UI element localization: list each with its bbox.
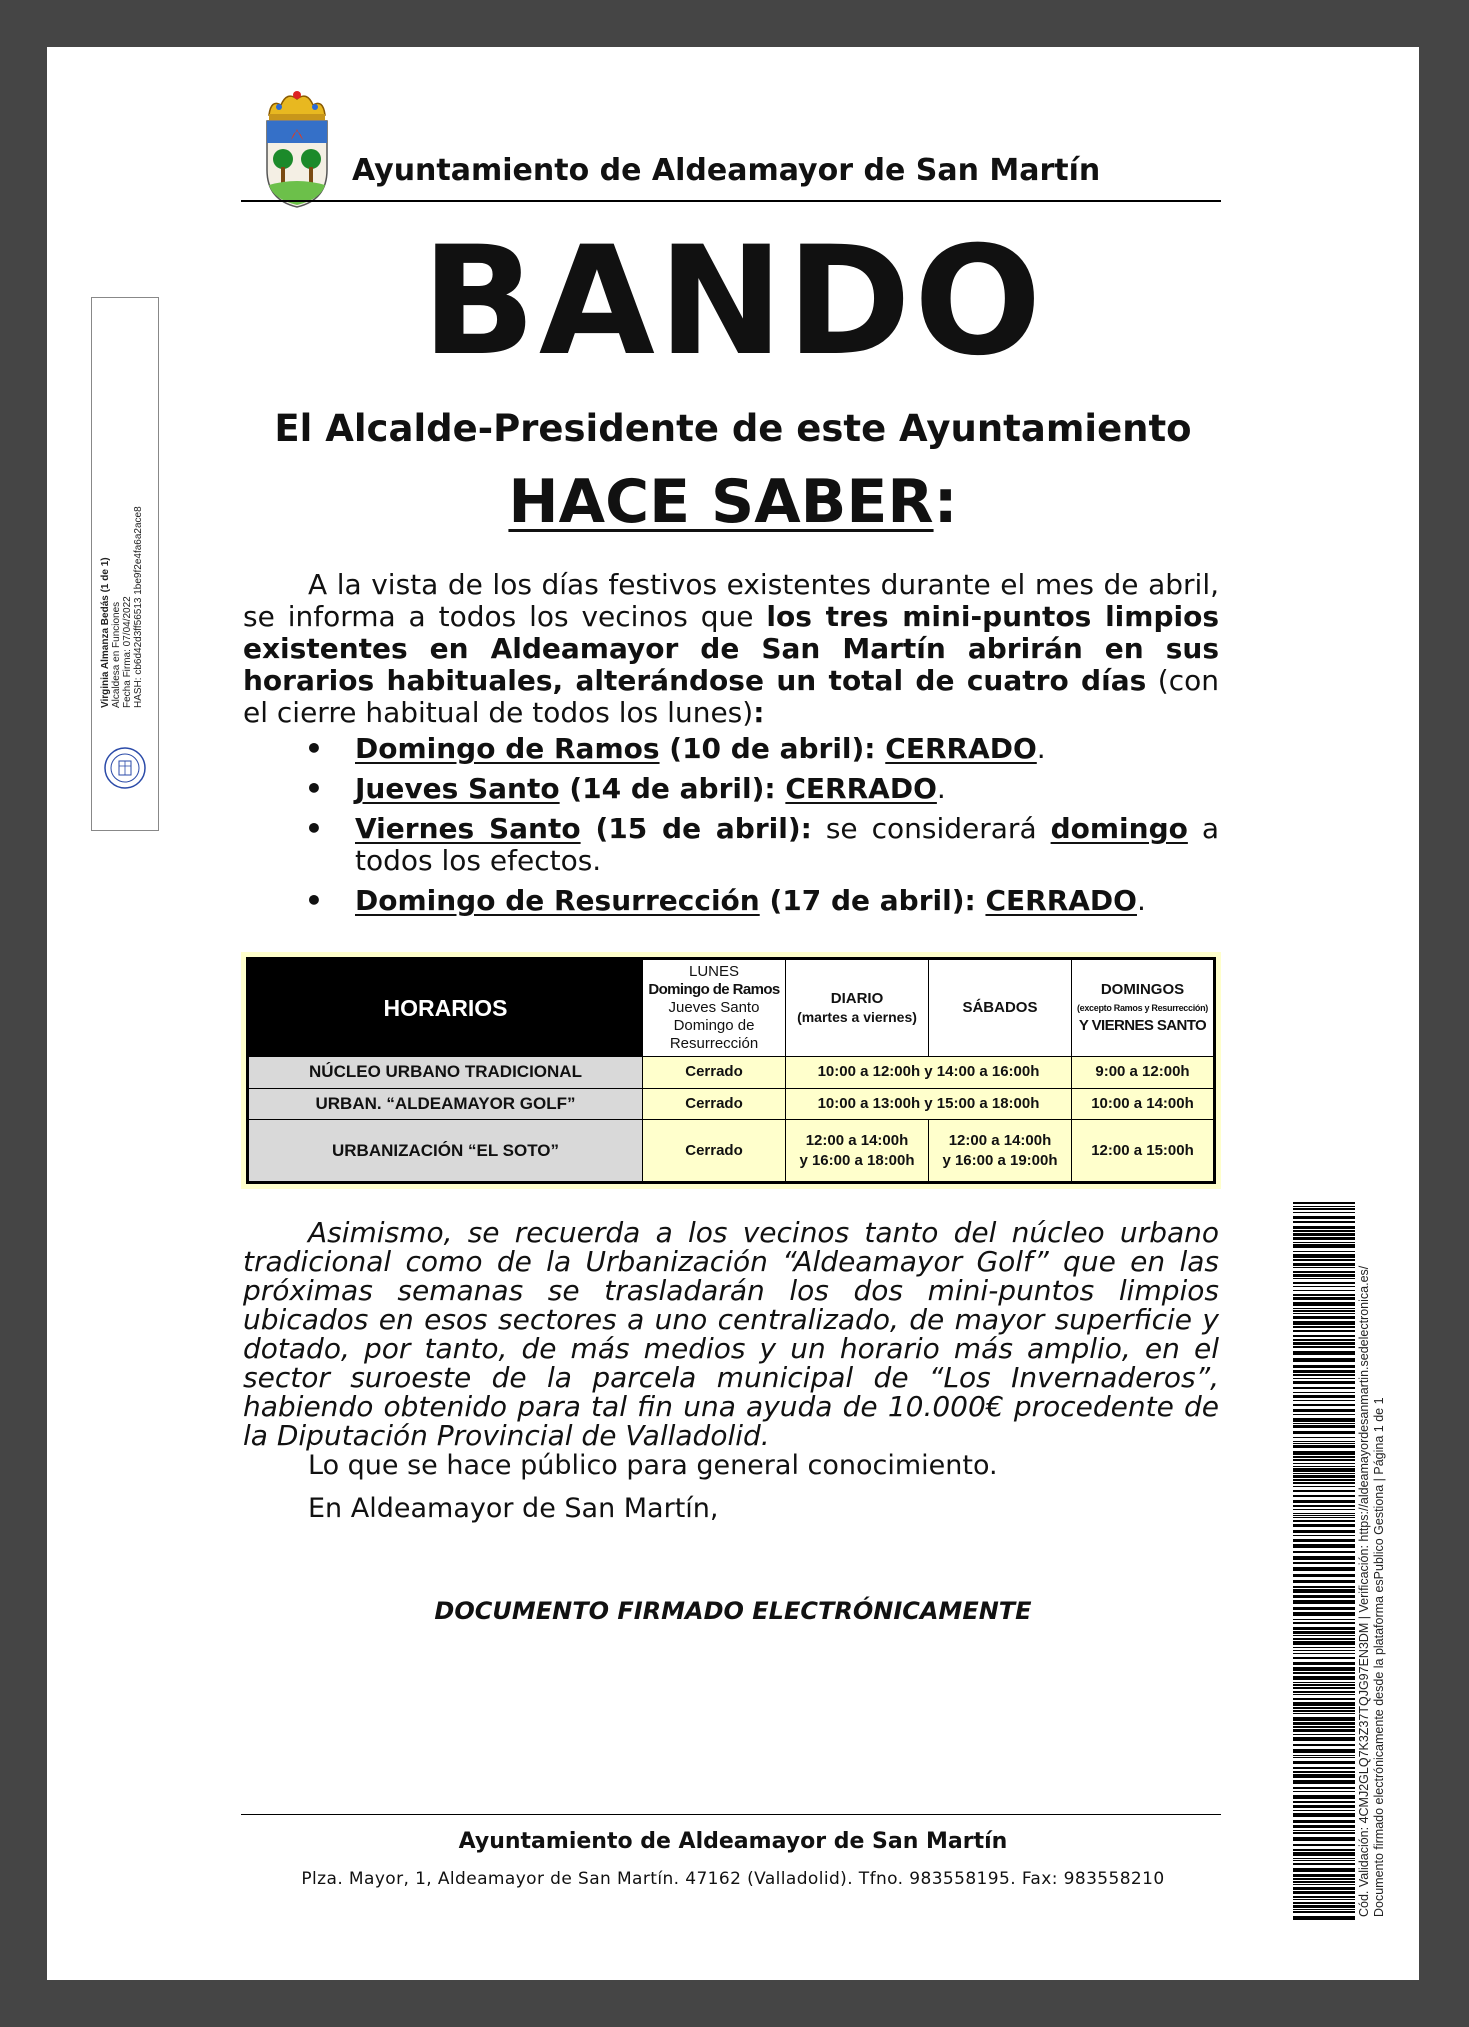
barcode-bar xyxy=(1293,1691,1355,1693)
signer-name: Virginia Almanza Bedás (1 de 1) xyxy=(100,557,111,708)
barcode-bar xyxy=(1293,1647,1355,1648)
cell-domingos: 9:00 a 12:00h xyxy=(1071,1057,1214,1089)
signature-details xyxy=(100,308,144,708)
barcode-bar xyxy=(1293,1221,1355,1223)
barcode-bar xyxy=(1293,1346,1355,1348)
barcode-bar xyxy=(1293,1242,1355,1243)
barcode-bar xyxy=(1293,1595,1355,1598)
barcode-bar xyxy=(1293,1233,1355,1236)
barcode-bar xyxy=(1293,1755,1355,1756)
barcode-bar xyxy=(1293,1358,1355,1362)
intro-colon: : xyxy=(753,696,765,729)
barcode-bar xyxy=(1293,1896,1355,1898)
barcode-bar xyxy=(1293,1431,1355,1434)
municipal-crest-icon xyxy=(257,85,337,210)
official-seal-icon xyxy=(103,746,147,790)
barcode-bar xyxy=(1293,1230,1355,1232)
schedule-table-frame xyxy=(241,952,1221,1189)
barcode-bar xyxy=(1293,1321,1355,1325)
bullet-label: Viernes Santo xyxy=(355,812,581,845)
footer-divider xyxy=(241,1814,1221,1815)
barcode-bar xyxy=(1293,1297,1355,1300)
signature-hash: HASH: cb6d42d3ff56513 1be9f2e4fa6a2ace8 xyxy=(133,506,144,708)
header-diario xyxy=(786,959,929,1057)
barcode-bar xyxy=(1293,1684,1355,1686)
barcode-bar xyxy=(1293,1574,1355,1577)
barcode-bar xyxy=(1293,1795,1355,1799)
signed-electronically-note: DOCUMENTO FIRMADO ELECTRÓNICAMENTE xyxy=(434,1597,1032,1625)
header-horarios: HORARIOS xyxy=(248,959,643,1057)
barcode-bar xyxy=(1293,1495,1355,1497)
barcode-bar xyxy=(1293,1500,1355,1503)
closing-line-1: Lo que se hace público para general conocimiento. xyxy=(308,1450,998,1481)
header-sabados: SÁBADOS xyxy=(928,959,1071,1057)
bullet-date: (14 de abril): xyxy=(559,772,786,805)
barcode-bar xyxy=(1293,1392,1355,1393)
barcode-bar xyxy=(1293,1278,1355,1279)
barcode-bar xyxy=(1293,1395,1355,1398)
barcode-bar xyxy=(1293,1339,1355,1341)
barcode-bar xyxy=(1293,1517,1355,1518)
barcode-bar xyxy=(1293,1459,1355,1461)
bullet-pre: se considerará xyxy=(811,812,1051,845)
header-lunes-2: Domingo de Ramos xyxy=(648,981,780,998)
barcode-bar xyxy=(1293,1267,1355,1268)
bullet-status: CERRADO xyxy=(785,772,937,805)
barcode-bar xyxy=(1293,1627,1355,1630)
barcode-bar xyxy=(1293,1830,1355,1831)
cell-diario-sabados: 10:00 a 13:00h y 15:00 a 18:00h xyxy=(786,1088,1072,1120)
bullet-status: domingo xyxy=(1050,812,1188,845)
barcode-bar xyxy=(1293,1524,1355,1527)
barcode-bar xyxy=(1293,1717,1355,1721)
barcode-bar xyxy=(1293,1635,1355,1636)
barcode-bar xyxy=(1293,1600,1355,1604)
barcode-bar xyxy=(1293,1707,1355,1709)
barcode-bar xyxy=(1293,1294,1355,1296)
closing-line-2: En Aldeamayor de San Martín, xyxy=(308,1493,719,1524)
barcode-bar xyxy=(1293,1657,1355,1659)
barcode-bar xyxy=(1293,1562,1355,1564)
row-name: NÚCLEO URBANO TRADICIONAL xyxy=(248,1057,643,1089)
barcode-bar xyxy=(1293,1271,1355,1273)
barcode-bar xyxy=(1293,1414,1355,1415)
barcode-bar xyxy=(1293,1771,1355,1773)
barcode-bar xyxy=(1293,1801,1355,1803)
barcode-bar xyxy=(1293,1805,1355,1808)
barcode-bar xyxy=(1293,1378,1355,1379)
barcode-bar xyxy=(1293,1694,1355,1695)
barcode-bar xyxy=(1293,1612,1355,1616)
barcode-bar xyxy=(1293,1404,1355,1406)
barcode-bar xyxy=(1293,1622,1355,1624)
cell-diario-2: y 16:00 a 18:00h xyxy=(799,1151,915,1169)
barcode-bar xyxy=(1293,1441,1355,1442)
barcode-bar xyxy=(1293,1729,1355,1732)
barcode-bar xyxy=(1293,1662,1355,1665)
intro-text-bold: los tres mini-puntos limpios existentes en Aldeamayor de San Martín abrirán en sus horarios habituales, alterándose un total de cuatro días xyxy=(243,600,1219,697)
barcode-bar xyxy=(1293,1837,1355,1841)
barcode-bar xyxy=(1293,1473,1355,1474)
barcode-bar xyxy=(1293,1567,1355,1571)
barcode-bar xyxy=(1293,1710,1355,1712)
barcode-bar xyxy=(1293,1744,1355,1746)
barcode-bar xyxy=(1293,1237,1355,1240)
barcode-bar xyxy=(1293,1902,1355,1904)
barcode-bar xyxy=(1293,1290,1355,1291)
list-item xyxy=(305,773,1219,805)
list-item xyxy=(305,813,1219,877)
header-lunes xyxy=(643,959,786,1057)
cell-diario-sabados: 10:00 a 12:00h y 14:00 a 16:00h xyxy=(786,1057,1072,1089)
barcode-bar xyxy=(1293,1544,1355,1548)
verification-text xyxy=(1357,1217,1387,1917)
barcode-bar xyxy=(1293,1676,1355,1680)
barcode-bar xyxy=(1293,1734,1355,1735)
barcode-bar xyxy=(1293,1274,1355,1277)
barcode-bar xyxy=(1293,1832,1355,1834)
bullet-label: Jueves Santo xyxy=(355,772,560,805)
barcode-bar xyxy=(1293,1244,1355,1248)
cell-diario-1: 12:00 a 14:00h xyxy=(805,1131,909,1149)
cell-diario xyxy=(786,1120,929,1183)
barcode-bar xyxy=(1293,1780,1355,1784)
barcode-bar xyxy=(1293,1520,1355,1522)
barcode-bar xyxy=(1293,1505,1355,1507)
barcode-bar xyxy=(1293,1381,1355,1384)
bullet-end: . xyxy=(936,772,946,805)
barcode-bar xyxy=(1293,1463,1355,1464)
hace-saber-heading xyxy=(47,467,1419,537)
cell-lunes: Cerrado xyxy=(643,1120,786,1183)
barcode-bar xyxy=(1293,1722,1355,1725)
header-domingos xyxy=(1071,959,1214,1057)
barcode-bar xyxy=(1293,1423,1355,1424)
barcode-bar xyxy=(1293,1899,1355,1900)
barcode-bar xyxy=(1293,1482,1355,1484)
barcode-bar xyxy=(1293,1687,1355,1689)
barcode-bar xyxy=(1293,1335,1355,1337)
barcode-bar xyxy=(1293,1878,1355,1880)
header-domingos-3: Y VIERNES SANTO xyxy=(1078,1017,1207,1034)
barcode-bar xyxy=(1293,1206,1355,1207)
barcode-bar xyxy=(1293,1254,1355,1258)
barcode-bar xyxy=(1293,1313,1355,1314)
header-diario-1: DIARIO xyxy=(830,990,884,1007)
barcode-bar xyxy=(1293,1437,1355,1438)
barcode-bar xyxy=(1293,1586,1355,1588)
bullet-date: (15 de abril): xyxy=(580,812,812,845)
bullet-date: (10 de abril): xyxy=(659,732,886,765)
barcode-bar xyxy=(1293,1650,1355,1651)
barcode-bar xyxy=(1293,1535,1355,1536)
barcode-bar xyxy=(1293,1667,1355,1671)
bullet-end: . xyxy=(1136,884,1146,917)
barcode-bar xyxy=(1293,1251,1355,1252)
barcode-bar xyxy=(1293,1365,1355,1368)
cell-lunes: Cerrado xyxy=(643,1057,786,1089)
barcode-bar xyxy=(1293,1456,1355,1458)
header-domingos-1: DOMINGOS xyxy=(1100,981,1185,998)
hace-saber-colon: : xyxy=(933,467,958,537)
table-row xyxy=(248,1088,1215,1120)
barcode-bar xyxy=(1293,1813,1355,1817)
barcode-bar xyxy=(1293,1749,1355,1753)
table-row xyxy=(248,1057,1215,1089)
bullet-end: a todos los efectos. xyxy=(355,812,1219,877)
cell-sabados-1: 12:00 a 14:00h xyxy=(948,1131,1052,1149)
header-lunes-3: Jueves Santo xyxy=(668,999,760,1016)
barcode-bar xyxy=(1293,1737,1355,1741)
asimismo-paragraph: Asimismo, se recuerda a los vecinos tanto del núcleo urbano tradicional como de la Urbanización “Aldeamayor Golf” que en las próximas semanas se trasladarán los dos mini-puntos limpios ubicados en esos sectores a uno centralizado, de mayor superficie y dotado, por tanto, de más medios y un horario más amplio, en el sector suroeste de la parcela municipal de “Los Invernaderos”, habiendo obtenido para tal fin una ayuda de 10.000€ procedente de la Diputación Provincial de Valladolid. xyxy=(243,1216,1219,1452)
barcode-bar xyxy=(1293,1302,1355,1306)
barcode-bar xyxy=(1293,1820,1355,1823)
barcode-bar xyxy=(1293,1849,1355,1851)
cell-sabados-2: y 16:00 a 19:00h xyxy=(942,1151,1058,1169)
barcode-bar xyxy=(1293,1216,1355,1219)
barcode-bar xyxy=(1293,1212,1355,1213)
barcode-bar xyxy=(1293,1418,1355,1422)
header-diario-2: (martes a viernes) xyxy=(797,1009,917,1025)
barcode-bar xyxy=(1293,1757,1355,1758)
intro-text-1: A la vista de los días festivos existentes durante el mes de abril, se informa a todos los vecinos que xyxy=(243,568,1219,633)
cell-domingos: 10:00 a 14:00h xyxy=(1071,1088,1214,1120)
barcode-bar xyxy=(1293,1530,1355,1533)
barcode-bar xyxy=(1293,1326,1355,1328)
bando-title: BANDO xyxy=(421,215,1045,389)
barcode-bar xyxy=(1293,1791,1355,1792)
barcode-bar xyxy=(1293,1787,1355,1789)
signature-strip xyxy=(91,297,159,831)
barcode-bar xyxy=(1293,1374,1355,1376)
barcode-bar xyxy=(1293,1475,1355,1478)
verification-line-1: Cód. Validación: 4CMJ2GLQ7K3Z37TQJG97EN3DM | Verificación: https://aldeamayordesanmartin.sedelectronica.es/ xyxy=(1357,1265,1371,1917)
list-item xyxy=(305,733,1219,765)
cell-sabados xyxy=(928,1120,1071,1183)
barcode-bar xyxy=(1293,1844,1355,1846)
barcode-bar xyxy=(1293,1479,1355,1481)
barcode-bar xyxy=(1293,1767,1355,1769)
barcode-bar xyxy=(1293,1698,1355,1700)
barcode-bar xyxy=(1293,1874,1355,1877)
document-page xyxy=(47,47,1419,1980)
barcode-bar xyxy=(1293,1370,1355,1373)
intro-text-2: (con el cierre habitual de todos los lunes) xyxy=(243,664,1219,729)
barcode-bar xyxy=(1293,1884,1355,1885)
barcode-bar xyxy=(1293,1641,1355,1645)
barcode-bar xyxy=(1293,1761,1355,1764)
barcode-bar xyxy=(1293,1619,1355,1620)
barcode-bar xyxy=(1293,1330,1355,1332)
verification-line-2: Documento firmado electrónicamente desde la plataforma esPublico Gestiona | Página 1 de 1 xyxy=(1372,1397,1386,1917)
intro-paragraph xyxy=(243,569,1219,729)
barcode-bar xyxy=(1293,1868,1355,1872)
barcode-bar xyxy=(1293,1881,1355,1883)
barcode-bar xyxy=(1293,1774,1355,1778)
barcode-bar xyxy=(1293,1860,1355,1861)
row-name: URBAN. “ALDEAMAYOR GOLF” xyxy=(248,1088,643,1120)
barcode-bar xyxy=(1293,1310,1355,1312)
cell-domingos: 12:00 a 15:00h xyxy=(1071,1120,1214,1183)
barcode-bar xyxy=(1293,1445,1355,1448)
barcode-bar xyxy=(1293,1308,1355,1309)
barcode-bar xyxy=(1293,1263,1355,1266)
barcode-bar xyxy=(1293,1539,1355,1542)
barcode-bar xyxy=(1293,1638,1355,1640)
bullet-end: . xyxy=(1036,732,1046,765)
barcode-bar xyxy=(1293,1825,1355,1828)
schedule-table xyxy=(246,957,1216,1184)
bullet-status: CERRADO xyxy=(985,884,1137,917)
header-lunes-4: Domingo de Resurrección xyxy=(669,1017,759,1052)
barcode-bar xyxy=(1293,1810,1355,1811)
barcode-bar xyxy=(1293,1863,1355,1865)
barcode-bar xyxy=(1293,1342,1355,1345)
barcode-bar xyxy=(1293,1351,1355,1355)
table-row xyxy=(248,1120,1215,1183)
barcode-bar xyxy=(1293,1509,1355,1510)
alcalde-subtitle: El Alcalde-Presidente de este Ayuntamiento xyxy=(274,407,1192,450)
signer-role: Alcaldesa en Funciones xyxy=(111,601,122,708)
header-divider xyxy=(241,200,1221,202)
barcode-bar xyxy=(1293,1208,1355,1210)
cell-lunes: Cerrado xyxy=(643,1088,786,1120)
barcode-icon xyxy=(1293,1202,1355,1922)
barcode-bar xyxy=(1293,1466,1355,1467)
barcode-bar xyxy=(1293,1682,1355,1683)
barcode-bar xyxy=(1293,1905,1355,1908)
bullet-date: (17 de abril): xyxy=(759,884,986,917)
barcode-bar xyxy=(1293,1468,1355,1472)
barcode-bar xyxy=(1293,1607,1355,1610)
barcode-bar xyxy=(1293,1226,1355,1229)
barcode-bar xyxy=(1293,1400,1355,1401)
barcode-bar xyxy=(1293,1551,1355,1553)
barcode-bar xyxy=(1293,1259,1355,1261)
barcode-bar xyxy=(1293,1409,1355,1412)
signature-date: Fecha Firma: 07/04/2022 xyxy=(122,596,133,708)
row-name: URBANIZACIÓN “EL SOTO” xyxy=(248,1120,643,1183)
barcode-bar xyxy=(1293,1713,1355,1714)
bullet-status: CERRADO xyxy=(885,732,1037,765)
barcode-bar xyxy=(1293,1887,1355,1890)
barcode-bar xyxy=(1293,1858,1355,1859)
bullet-label: Domingo de Resurrección xyxy=(355,884,760,917)
barcode-bar xyxy=(1293,1589,1355,1593)
barcode-bar xyxy=(1293,1486,1355,1487)
barcode-bar xyxy=(1293,1672,1355,1674)
bullet-label: Domingo de Ramos xyxy=(355,732,660,765)
footer-address: Plza. Mayor, 1, Aldeamayor de San Martín. 47162 (Valladolid). Tfno. 983558195. Fax: 983558210 xyxy=(301,1869,1165,1889)
barcode-bar xyxy=(1293,1282,1355,1284)
header-domingos-2: (excepto Ramos y Resurrección) xyxy=(1076,1003,1209,1013)
barcode-bar xyxy=(1293,1909,1355,1910)
barcode-bar xyxy=(1293,1891,1355,1894)
barcode-bar xyxy=(1293,1556,1355,1560)
barcode-bar xyxy=(1293,1653,1355,1654)
barcode-bar xyxy=(1293,1202,1355,1204)
barcode-bar xyxy=(1293,1451,1355,1455)
closure-days-list xyxy=(305,733,1219,925)
barcode-bar xyxy=(1293,1443,1355,1444)
barcode-bar xyxy=(1293,1286,1355,1287)
barcode-bar xyxy=(1293,1852,1355,1856)
header-lunes-1: LUNES xyxy=(688,963,740,980)
barcode-bar xyxy=(1293,1702,1355,1706)
barcode-bar xyxy=(1293,1916,1355,1920)
list-item xyxy=(305,885,1219,917)
hace-saber-text: HACE SABER xyxy=(508,467,934,537)
header-title: Ayuntamiento de Aldeamayor de San Martín xyxy=(352,153,1101,188)
barcode-bar xyxy=(1293,1631,1355,1634)
barcode-bar xyxy=(1293,1425,1355,1428)
barcode-bar xyxy=(1293,1726,1355,1728)
barcode-bar xyxy=(1293,1387,1355,1389)
barcode-bar xyxy=(1293,1911,1355,1913)
barcode-bar xyxy=(1293,1515,1355,1516)
footer-title: Ayuntamiento de Aldeamayor de San Martín xyxy=(458,1829,1008,1854)
barcode-bar xyxy=(1293,1316,1355,1319)
barcode-bar xyxy=(1293,1513,1355,1514)
barcode-bar xyxy=(1293,1490,1355,1492)
barcode-bar xyxy=(1293,1580,1355,1583)
